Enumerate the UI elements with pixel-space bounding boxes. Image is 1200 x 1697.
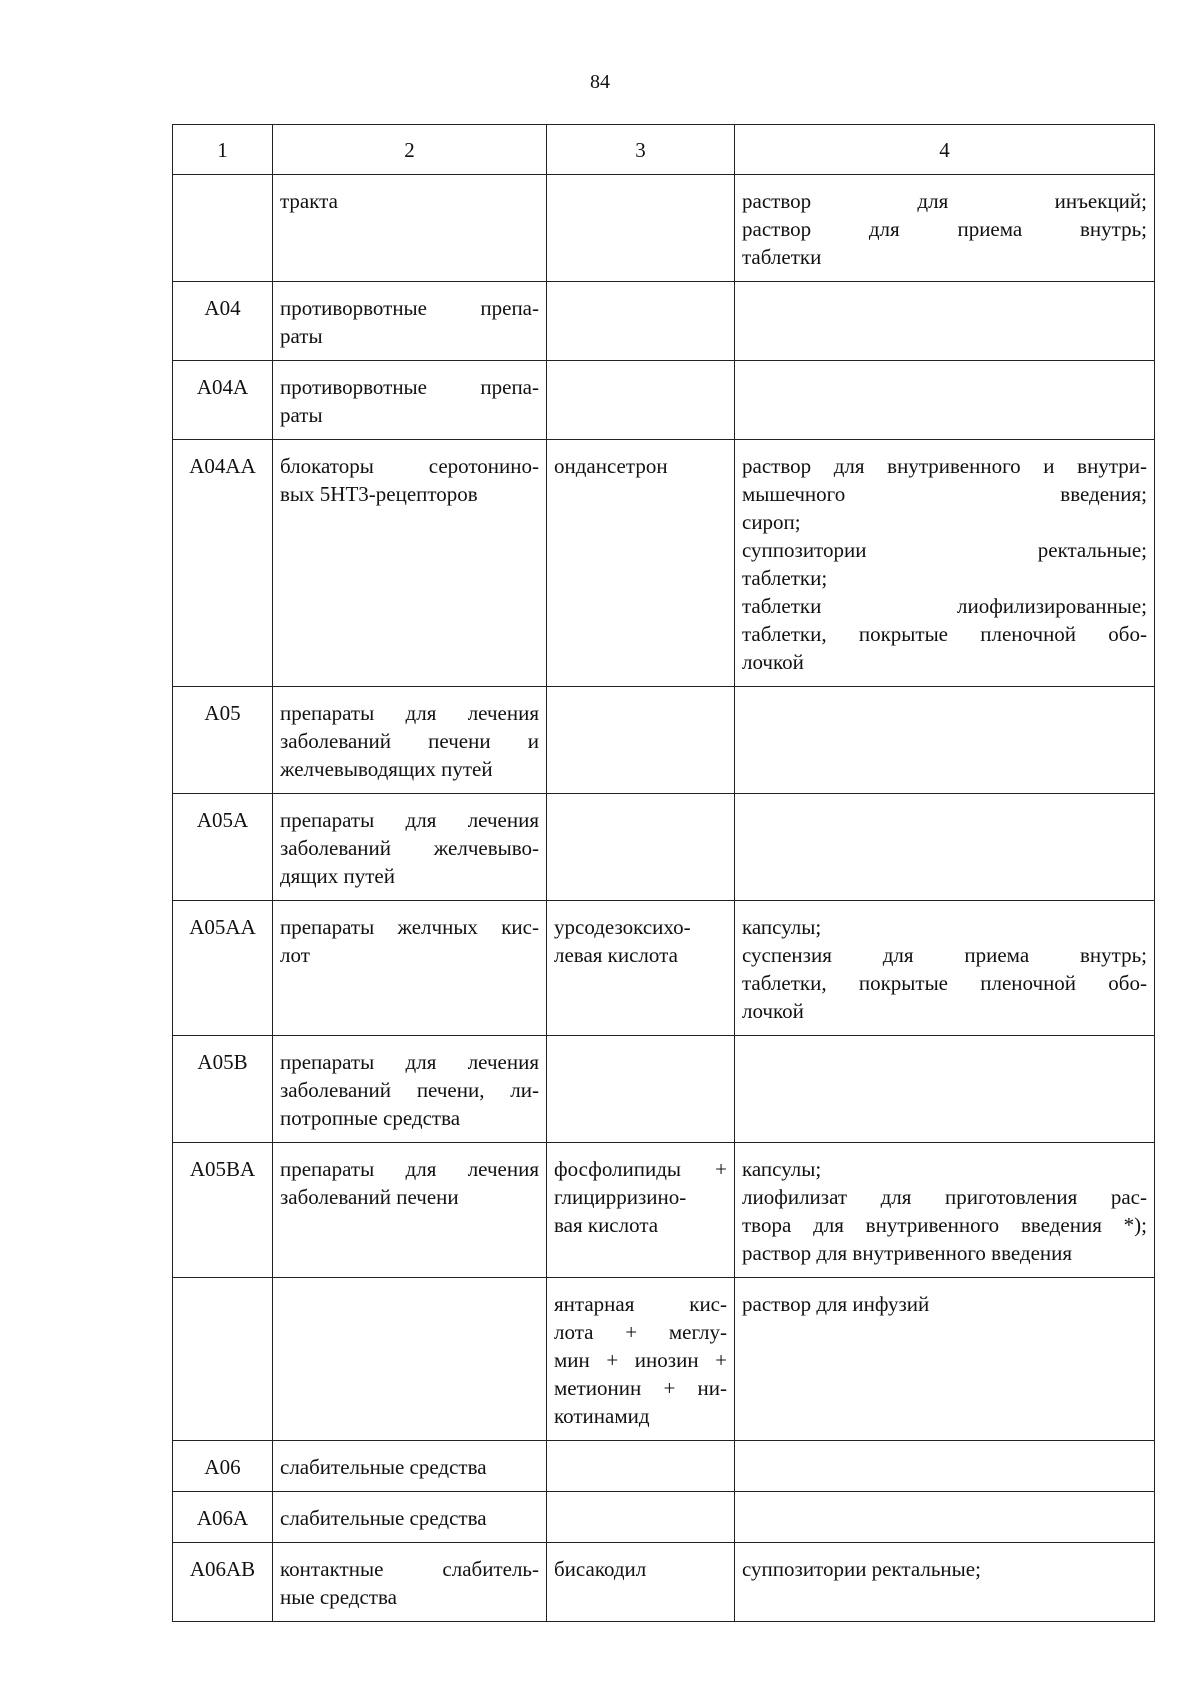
table-row: [173, 1036, 1155, 1143]
cell-line: раствор для внутривенного введения: [742, 1241, 1073, 1265]
drug-name-cell: [547, 282, 735, 361]
atc-group-cell: [273, 282, 547, 361]
table-row: [173, 1441, 1155, 1492]
cell-line: противорвотные препа-: [280, 375, 539, 399]
atc-code-cell: A05B: [173, 1036, 273, 1143]
drug-name-cell: [547, 361, 735, 440]
cell-line: раты: [280, 324, 323, 348]
cell-line: мин + инозин +: [554, 1348, 727, 1372]
atc-code-cell: A04A: [173, 361, 273, 440]
cell-line: суспензия для приема внутрь;: [742, 943, 1147, 967]
cell-line: суппозитории ректальные;: [742, 1557, 981, 1581]
cell-line: раствор для инъекций;: [742, 189, 1147, 213]
drug-name-cell: [547, 1036, 735, 1143]
cell-line: вых 5HT3-рецепторов: [280, 482, 478, 506]
dosage-forms-cell: [735, 901, 1155, 1036]
drug-name-cell: [547, 794, 735, 901]
cell-line: мышечного введения;: [742, 482, 1147, 506]
atc-code-cell: [173, 175, 273, 282]
atc-code-cell: A06A: [173, 1492, 273, 1543]
cell-line: таблетки лиофилизированные;: [742, 594, 1147, 618]
cell-line: капсулы;: [742, 915, 822, 939]
table-row: [173, 440, 1155, 687]
cell-line: лочкой: [742, 999, 804, 1023]
cell-line: лиофилизат для приготовления рас-: [742, 1185, 1147, 1209]
cell-line: левая кислота: [554, 943, 678, 967]
cell-line: лот: [280, 943, 310, 967]
atc-code-cell: A05BA: [173, 1143, 273, 1278]
atc-group-cell: [273, 1543, 547, 1622]
atc-code-cell: A06AB: [173, 1543, 273, 1622]
dosage-forms-cell: [735, 1143, 1155, 1278]
page-number: 84: [590, 71, 610, 93]
atc-group-cell: [273, 175, 547, 282]
drug-list-table: [172, 124, 1155, 1622]
cell-line: метионин + ни-: [554, 1376, 727, 1400]
cell-line: сироп;: [742, 510, 801, 534]
header-cell-1: 1: [173, 125, 273, 175]
cell-line: блокаторы серотонино-: [280, 454, 539, 478]
atc-group-cell: [273, 687, 547, 794]
cell-line: слабительные средства: [280, 1455, 487, 1479]
cell-line: препараты для лечения: [280, 808, 539, 832]
drug-name-cell: [547, 440, 735, 687]
atc-group-cell: [273, 440, 547, 687]
cell-line: лочкой: [742, 650, 804, 674]
cell-line: препараты для лечения: [280, 1157, 539, 1181]
table-row: [173, 1543, 1155, 1622]
header-row: [173, 125, 1155, 175]
dosage-forms-cell: [735, 794, 1155, 901]
atc-group-cell: [273, 1036, 547, 1143]
table-row: [173, 1492, 1155, 1543]
dosage-forms-cell: [735, 1441, 1155, 1492]
drug-name-cell: [547, 1543, 735, 1622]
atc-code-cell: A05A: [173, 794, 273, 901]
cell-line: вая кислота: [554, 1213, 659, 1237]
atc-group-cell: [273, 1492, 547, 1543]
cell-line: таблетки: [742, 245, 822, 269]
atc-code-cell: A05: [173, 687, 273, 794]
dosage-forms-cell: [735, 361, 1155, 440]
cell-line: заболеваний желчевыво-: [280, 836, 539, 860]
cell-line: раствор для приема внутрь;: [742, 217, 1147, 241]
drug-name-cell: [547, 901, 735, 1036]
dosage-forms-cell: [735, 440, 1155, 687]
cell-line: фосфолипиды +: [554, 1157, 727, 1181]
cell-line: таблетки, покрытые пленочной обо-: [742, 971, 1147, 995]
table-row: [173, 175, 1155, 282]
cell-line: желчевыводящих путей: [280, 757, 493, 781]
drug-name-cell: [547, 1143, 735, 1278]
cell-line: лота + меглу-: [554, 1320, 727, 1344]
cell-line: таблетки, покрытые пленочной обо-: [742, 622, 1147, 646]
dosage-forms-cell: [735, 1036, 1155, 1143]
table-body: [173, 125, 1155, 1622]
header-cell-2: 2: [273, 125, 547, 175]
cell-line: препараты для лечения: [280, 1050, 539, 1074]
drug-name-cell: [547, 1441, 735, 1492]
cell-line: таблетки;: [742, 566, 828, 590]
atc-group-cell: [273, 361, 547, 440]
cell-line: тракта: [280, 189, 338, 213]
atc-code-cell: A04: [173, 282, 273, 361]
atc-code-cell: A04AA: [173, 440, 273, 687]
cell-line: ондансетрон: [554, 454, 668, 478]
table-row: [173, 687, 1155, 794]
dosage-forms-cell: [735, 175, 1155, 282]
cell-line: препараты для лечения: [280, 701, 539, 725]
cell-line: контактные слабитель-: [280, 1557, 539, 1581]
cell-line: капсулы;: [742, 1157, 822, 1181]
atc-group-cell: [273, 1441, 547, 1492]
cell-line: слабительные средства: [280, 1506, 487, 1530]
drug-name-cell: [547, 687, 735, 794]
cell-line: заболеваний печени: [280, 1185, 459, 1209]
header-cell-4: 4: [735, 125, 1155, 175]
cell-line: потропные средства: [280, 1106, 461, 1130]
cell-line: твора для внутривенного введения *);: [742, 1213, 1147, 1237]
cell-line: заболеваний печени и: [280, 729, 539, 753]
cell-line: раствор для инфузий: [742, 1292, 930, 1316]
atc-code-cell: [173, 1278, 273, 1441]
dosage-forms-cell: [735, 1278, 1155, 1441]
drug-name-cell: [547, 175, 735, 282]
table-row: [173, 361, 1155, 440]
atc-group-cell: [273, 1143, 547, 1278]
cell-line: глицирризино-: [554, 1185, 687, 1209]
header-cell-3: 3: [547, 125, 735, 175]
atc-group-cell: [273, 1278, 547, 1441]
cell-line: ные средства: [280, 1585, 397, 1609]
drug-name-cell: [547, 1492, 735, 1543]
cell-line: раты: [280, 403, 323, 427]
atc-group-cell: [273, 794, 547, 901]
cell-line: препараты желчных кис-: [280, 915, 539, 939]
table-row: [173, 794, 1155, 901]
atc-code-cell: A05AA: [173, 901, 273, 1036]
cell-line: суппозитории ректальные;: [742, 538, 1147, 562]
cell-line: раствор для внутривенного и внутри-: [742, 454, 1147, 478]
atc-group-cell: [273, 901, 547, 1036]
cell-line: бисакодил: [554, 1557, 647, 1581]
dosage-forms-cell: [735, 282, 1155, 361]
dosage-forms-cell: [735, 687, 1155, 794]
table-row: [173, 1143, 1155, 1278]
cell-line: заболеваний печени, ли-: [280, 1078, 539, 1102]
table-row: [173, 282, 1155, 361]
cell-line: янтарная кис-: [554, 1292, 727, 1316]
cell-line: противорвотные препа-: [280, 296, 539, 320]
cell-line: дящих путей: [280, 864, 395, 888]
atc-code-cell: A06: [173, 1441, 273, 1492]
dosage-forms-cell: [735, 1543, 1155, 1622]
table-row: [173, 901, 1155, 1036]
cell-line: урсодезоксихо-: [554, 915, 691, 939]
table-row: [173, 1278, 1155, 1441]
drug-name-cell: [547, 1278, 735, 1441]
dosage-forms-cell: [735, 1492, 1155, 1543]
cell-line: котинамид: [554, 1404, 650, 1428]
